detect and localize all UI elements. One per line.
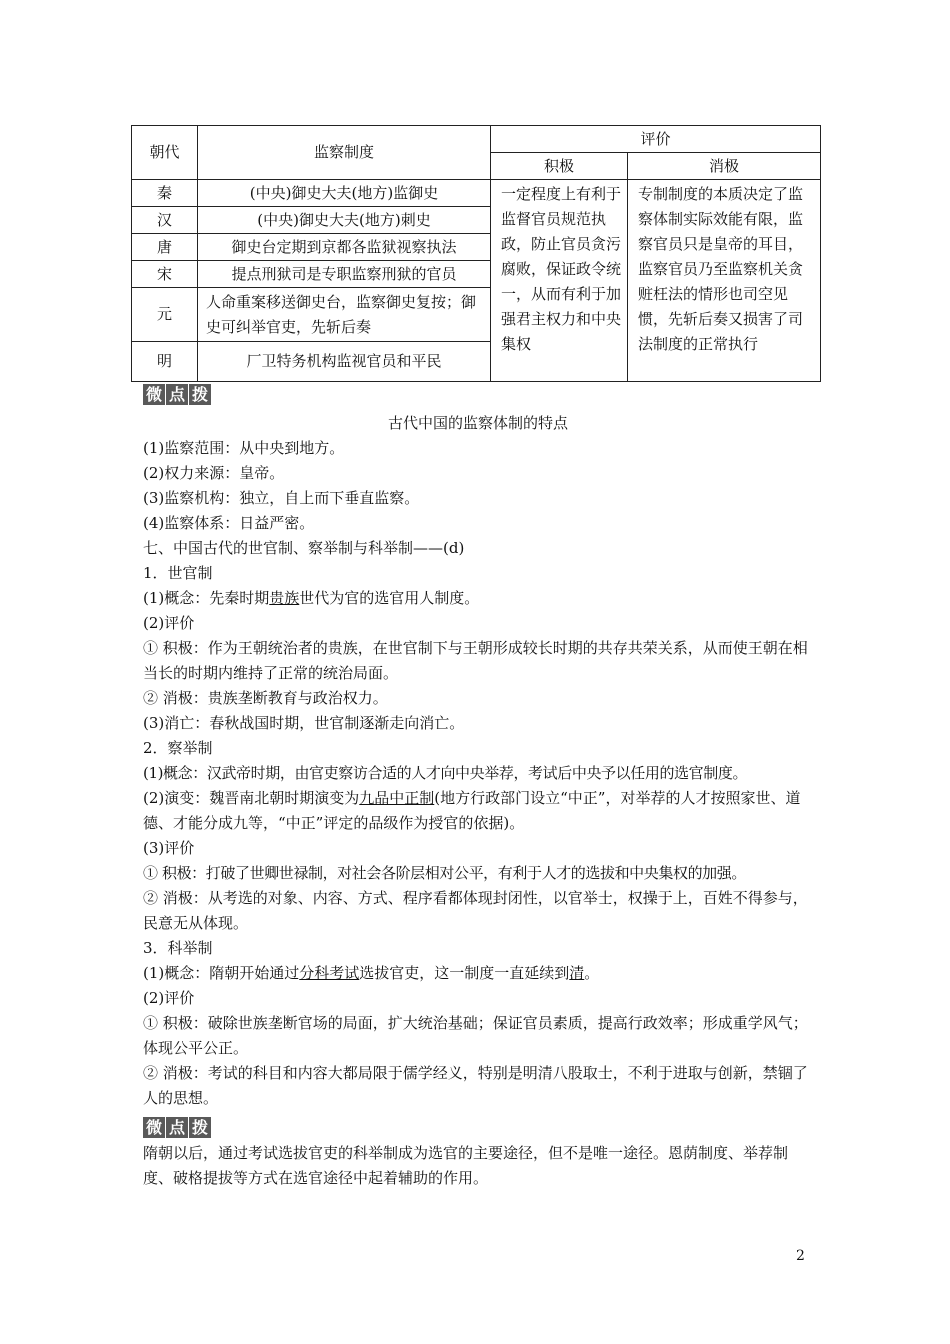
system-cell: 御史台定期到京都各监狱视察执法 xyxy=(198,234,491,261)
header-dynasty: 朝代 xyxy=(132,126,198,180)
subsection-title: 1．世官制 xyxy=(143,564,213,582)
negative-eval-cell: 专制制度的本质决定了监察体制实际效能有限，监察官员只是皇帝的耳目，监察官员乃至监察机关贪赃枉法的情形也司空见惯，先斩后奏又损害了司法制度的正常执行 xyxy=(628,180,821,382)
system-cell: 厂卫特务机构监视官员和平民 xyxy=(198,342,491,382)
paragraph: ② 消极：考试的科目和内容大都局限于儒学经义，特别是明清八股取士，不利于进取与创新，禁锢了人的思想。 xyxy=(143,1064,808,1107)
tip1-title: 古代中国的监察体制的特点 xyxy=(387,414,568,432)
paragraph: ② 消极：贵族垄断教育与政治权力。 xyxy=(143,689,388,707)
paragraph: (2)演变：魏晋南北朝时期演变为九品中正制(地方行政部门设立“中正”，对举荐的人才按照家世、道德、才能分成九等，“中正”评定的品级作为授官的依据)。 xyxy=(143,789,801,832)
page-number: 2 xyxy=(796,1248,805,1264)
section-heading: 七、中国古代的世官制、察举制与科举制——(d) xyxy=(143,539,465,557)
paragraph: (2)评价 xyxy=(143,989,195,1007)
subsection-title: 3．科举制 xyxy=(143,939,213,957)
header-evaluation: 评价 xyxy=(491,126,821,153)
paragraph: ② 消极：从考选的对象、内容、方式、程序看都体现封闭性，以官举士，权操于上，百姓不得参与，民意无从体现。 xyxy=(143,889,808,932)
tip-badge xyxy=(143,1117,211,1138)
paragraph: (3)评价 xyxy=(143,839,195,857)
list-item: (1)监察范围：从中央到地方。 xyxy=(143,439,345,457)
badge-char: 微 xyxy=(143,384,165,405)
list-item: (3)监察机构：独立，自上而下垂直监察。 xyxy=(143,489,420,507)
paragraph: (3)消亡：春秋战国时期，世官制逐渐走向消亡。 xyxy=(143,714,465,732)
paragraph: ① 积极：作为王朝统治者的贵族，在世官制下与王朝形成较长时期的共存共荣关系，从而使王朝在相当长的时期内维持了正常的统治局面。 xyxy=(143,639,808,682)
header-negative: 消极 xyxy=(628,153,821,180)
system-cell: (中央)御史大夫(地方)刺史 xyxy=(198,207,491,234)
supervision-table xyxy=(131,125,821,382)
dynasty-cell: 秦 xyxy=(132,180,198,207)
positive-eval-cell: 一定程度上有利于监督官员规范执政，防止官员贪污腐败，保证政令统一，从而有利于加强君主权力和中央集权 xyxy=(491,180,628,382)
subsection-title: 2．察举制 xyxy=(143,739,213,757)
badge-char: 点 xyxy=(166,1117,188,1138)
dynasty-cell: 明 xyxy=(132,342,198,382)
tip-badge xyxy=(143,384,211,405)
paragraph: (1)概念：汉武帝时期，由官吏察访合适的人才向中央举荐，考试后中央予以任用的选官制度。 xyxy=(143,764,748,782)
tip2-block xyxy=(143,1141,813,1191)
dynasty-cell: 宋 xyxy=(132,261,198,288)
badge-char: 拨 xyxy=(189,1117,211,1138)
dynasty-cell: 汉 xyxy=(132,207,198,234)
system-cell: 提点刑狱司是专职监察刑狱的官员 xyxy=(198,261,491,288)
dynasty-cell: 唐 xyxy=(132,234,198,261)
dynasty-cell: 元 xyxy=(132,288,198,342)
list-item: (4)监察体系：日益严密。 xyxy=(143,514,315,532)
paragraph: ① 积极：打破了世卿世禄制，对社会各阶层相对公平，有利于人才的选拔和中央集权的加强。 xyxy=(143,864,746,882)
paragraph: 隋朝以后，通过考试选拔官吏的科举制成为选官的主要途径，但不是唯一途径。恩荫制度、举荐制度、破格提拔等方式在选官途径中起着辅助的作用。 xyxy=(143,1144,789,1187)
underlined-term: 九品中正制 xyxy=(359,789,435,807)
underlined-term: 贵族 xyxy=(269,589,300,607)
list-item: (2)权力来源：皇帝。 xyxy=(143,464,285,482)
header-positive: 积极 xyxy=(491,153,628,180)
system-cell: (中央)御史大夫(地方)监御史 xyxy=(198,180,491,207)
badge-char: 点 xyxy=(166,384,188,405)
paragraph: ① 积极：破除世族垄断官场的局面，扩大统治基础；保证官员素质，提高行政效率；形成重学风气；体现公平公正。 xyxy=(143,1014,808,1057)
badge-char: 微 xyxy=(143,1117,165,1138)
tip1-block xyxy=(143,411,813,1111)
paragraph: (1)概念：隋朝开始通过分科考试选拔官吏，这一制度一直延续到清。 xyxy=(143,964,600,982)
underlined-term: 分科考试 xyxy=(299,964,360,982)
paragraph: (2)评价 xyxy=(143,614,195,632)
underlined-term: 清 xyxy=(569,964,585,982)
system-cell: 人命重案移送御史台，监察御史复按；御史可纠举官吏，先斩后奏 xyxy=(198,288,491,342)
header-system: 监察制度 xyxy=(198,126,491,180)
paragraph: (1)概念：先秦时期贵族世代为官的选官用人制度。 xyxy=(143,589,480,607)
badge-char: 拨 xyxy=(189,384,211,405)
